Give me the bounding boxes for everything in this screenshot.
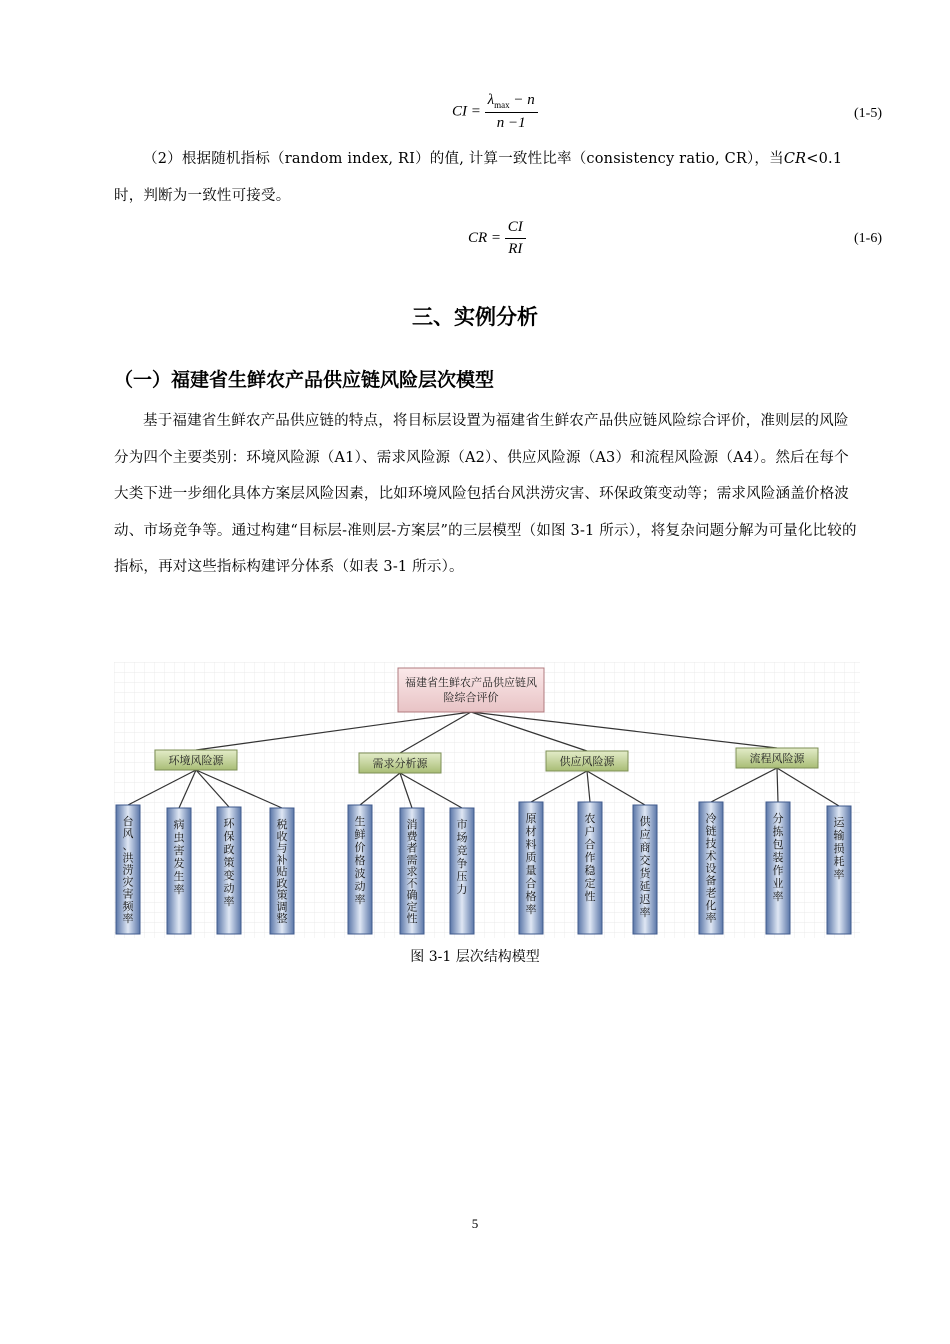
eq2-denominator: RI (508, 241, 523, 257)
eq1-numerator: $\lambda_{max} - n$ (485, 92, 538, 113)
equation-1-6 (468, 219, 526, 258)
page-number: 5 (471, 1216, 479, 1231)
leaf-label: 农户合作稳定性 (584, 812, 596, 903)
leaf-label: 分拣包装作业率 (772, 812, 784, 903)
leaf-label: 生鲜价格波动率 (354, 815, 366, 906)
goal-label-line1: 福建省生鲜农产品供应链风 (405, 676, 537, 689)
eq2-lhs: CR = (468, 230, 502, 246)
goal-node (398, 668, 544, 712)
hierarchy-figure (114, 662, 860, 938)
subsection-title: （一）福建省生鲜农产品供应链风险层次模型 (114, 369, 495, 391)
leaf-label: 供应商交货延迟率 (639, 815, 651, 919)
leaf-label: 运输损耗率 (833, 816, 845, 881)
leaf-label: 税收与补贴政策调整 (276, 818, 288, 926)
eq1-denominator: n −1 (496, 115, 526, 131)
eq1-lhs: CI = (452, 103, 481, 120)
section-title: 三、实例分析 (412, 305, 538, 329)
paragraph-consistency-ratio: （2）根据随机指标（random index, RI）的值, 计算一致性比率（consistency ratio, CR），当CR<0.1 时，判断为一致性可接受。 (114, 151, 843, 204)
goal-label-line2: 险综合评价 (443, 691, 499, 704)
figure-caption: 图 3-1 层次结构模型 (410, 949, 540, 965)
leaf-label: 市场竞争压力 (456, 818, 468, 896)
eq2-fraction (505, 219, 526, 258)
leaf-label: 台风、洪涝灾害频率 (122, 815, 134, 925)
equation-1-5 (452, 92, 538, 132)
eq1-fraction (485, 92, 538, 132)
eq2-label: (1-6) (854, 231, 882, 246)
hierarchy-diagram (114, 662, 860, 938)
eq2-numerator: CI (505, 219, 526, 239)
criterion-label: 环境风险源 (168, 754, 224, 767)
body-paragraph: 基于福建省生鲜农产品供应链的特点，将目标层设置为福建省生鲜农产品供应链风险综合评价，准则层的风险分为四个主要类别：环境风险源（A1）、需求风险源（A2）、供应风险源（A3）和流程风险源（A4）。然后在每个大类下进一步细化具体方案层风险因素，比如环境风险包括台风洪涝灾害、环保政策变动等；需求风险涵盖价格波动、市场竞争等。通过构建“目标层-准则层-方案层”的三层模型（如图 3-1 所示），将复杂问题分解为可量化比较的指标，再对这些指标构建评分体系（如表 3-1 所示）。 (114, 413, 857, 575)
leaf-label: 消费者需求不确定性 (406, 818, 418, 926)
leaf-label: 环保政策变动率 (223, 817, 235, 908)
leaf-label: 病虫害发生率 (173, 818, 185, 896)
criterion-label: 需求分析源 (372, 757, 428, 770)
eq1-label: (1-5) (854, 106, 882, 121)
leaf-label: 冷链技术设备老化率 (705, 812, 717, 925)
criterion-label: 供应风险源 (559, 755, 615, 768)
criterion-label: 流程风险源 (749, 752, 805, 765)
leaf-label: 原材料质量合格率 (525, 812, 537, 916)
